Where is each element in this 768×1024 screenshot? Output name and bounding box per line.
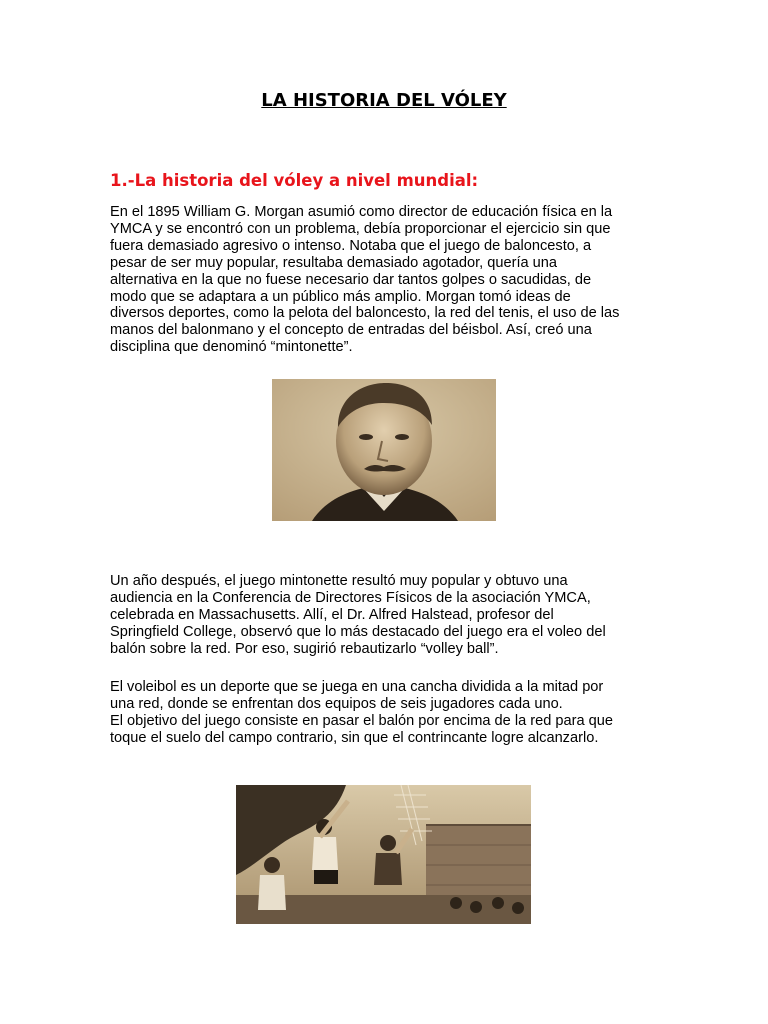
portrait-photo-william-morgan	[272, 379, 496, 521]
paragraph-game-description: El voleibol es un deporte que se juega en una cancha dividida a la mitad por una red, donde se enfrentan dos equipos de seis jugadores cada uno. El objetivo del juego consiste en pasar el balón por encima de la red para que toque el suelo del campo contrario, sin que el contrincante logre alcanzarlo.	[110, 679, 613, 746]
historic-volleyball-game-photo	[236, 785, 531, 924]
portrait-illustration	[272, 379, 496, 521]
paragraph-name-change: Un año después, el juego mintonette resultó muy popular y obtuvo una audiencia en la Conferencia de Directores Físicos de la asociación YMCA, celebrada en Massachusetts. Allí, el Dr. Alfred Halstead, profesor del Springfield College, observó que lo más destacado del juego era el voleo del balón sobre la red. Por eso, sugirió rebautizarlo “volley ball”.	[110, 573, 606, 657]
page-title: LA HISTORIA DEL VÓLEY	[261, 90, 507, 111]
paragraph-morgan-history: En el 1895 William G. Morgan asumió como director de educación física en la YMCA y se encontró con un problema, debía proporcionar el ejercicio sin que fuera demasiado agresivo o intenso. Notaba que el juego de baloncesto, a pesar de ser muy popular, resultaba demasiado agotador, quería una alternativa en la que no fuese necesario dar tantos golpes o sacudidas, de modo que se adaptara a un público más amplio. Morgan tomó ideas de diversos deportes, como la pelota del baloncesto, la red del tenis, el uso de las manos del balonmano y el concepto de entradas del béisbol. Así, creó una disciplina que denominó “mintonette”.	[110, 204, 620, 356]
volleyball-game-illustration	[236, 785, 531, 924]
section-heading: 1.-La historia del vóley a nivel mundial:	[110, 171, 479, 190]
